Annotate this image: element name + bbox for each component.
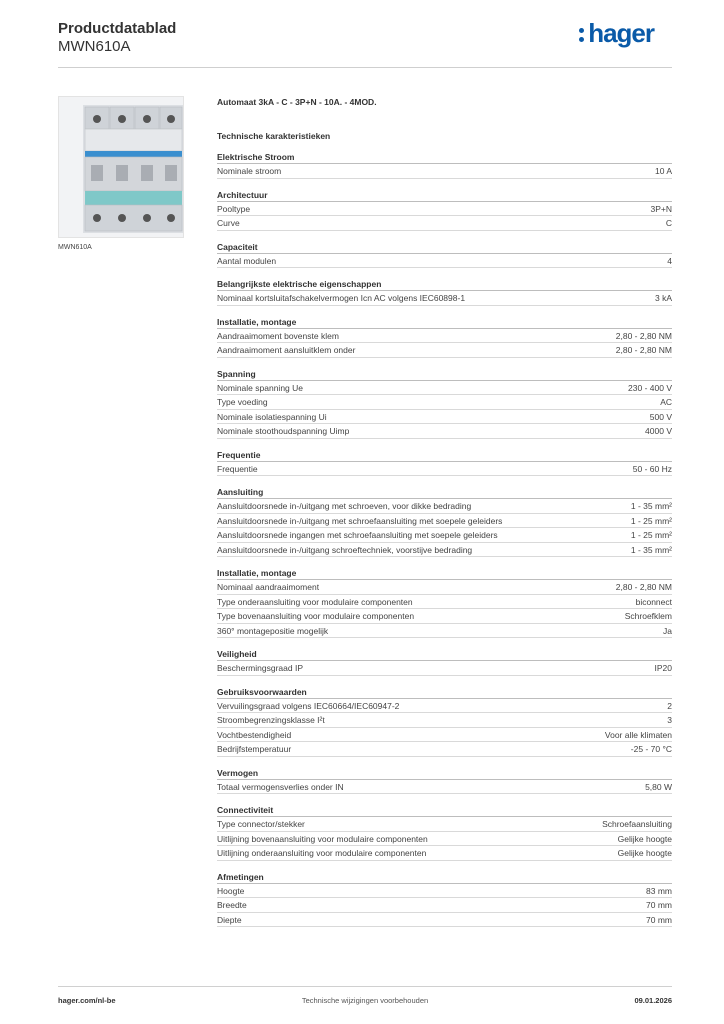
spec-value: 230 - 400 V xyxy=(628,382,672,393)
section-title: Connectiviteit xyxy=(217,804,672,817)
spec-section xyxy=(217,449,672,477)
spec-value: 4000 V xyxy=(645,426,672,436)
spec-value: 1 - 25 mm² xyxy=(630,530,672,540)
spec-value: 2,80 - 2,80 NM xyxy=(615,582,672,592)
spec-row xyxy=(217,624,672,639)
spec-row xyxy=(217,202,672,217)
spec-row xyxy=(217,713,672,728)
spec-sections xyxy=(217,151,672,927)
spec-value: 10 A xyxy=(654,166,672,176)
spec-value: Ja xyxy=(663,625,672,636)
spec-value: 3 kA xyxy=(654,293,672,303)
spec-row xyxy=(217,164,672,179)
spec-value: Voor alle klimaten xyxy=(604,729,672,740)
spec-section xyxy=(217,567,672,638)
spec-row xyxy=(217,291,672,306)
spec-value: C xyxy=(665,218,672,228)
logo-text: hager xyxy=(588,18,654,48)
spec-row xyxy=(217,395,672,410)
spec-section xyxy=(217,871,672,928)
spec-label: Uitlijning onderaansluiting voor modulaire componenten xyxy=(217,848,427,858)
spec-label: Type voeding xyxy=(217,397,268,407)
spec-label: Nominale stoothoudspanning Uimp xyxy=(217,426,350,436)
spec-label: Stroombegrenzingsklasse I²t xyxy=(217,715,325,725)
spec-row xyxy=(217,609,672,624)
spec-section xyxy=(217,189,672,231)
spec-label: Beschermingsgraad IP xyxy=(217,663,303,673)
spec-value: 5,80 W xyxy=(645,781,672,792)
spec-row xyxy=(217,216,672,231)
footer-website: hager.com/nl-be xyxy=(58,996,116,1005)
spec-value: 70 mm xyxy=(646,914,672,925)
spec-label: Nominaal kortsluitafschakelvermogen Icn AC volgens IEC60898-1 xyxy=(217,293,466,303)
spec-section xyxy=(217,368,672,439)
spec-label: Aansluitdoorsnede ingangen met schroefaansluiting met soepele geleiders xyxy=(217,530,498,540)
spec-row xyxy=(217,514,672,529)
spec-row xyxy=(217,462,672,477)
spec-section xyxy=(217,316,672,358)
spec-row xyxy=(217,780,672,795)
spec-label: Frequentie xyxy=(217,463,258,474)
circuit-breaker-image xyxy=(59,97,183,237)
spec-row xyxy=(217,343,672,358)
spec-value: IP20 xyxy=(654,663,672,673)
footer-disclaimer: Technische wijzigingen voorbehouden xyxy=(301,996,429,1005)
spec-value: Gelijke hoogte xyxy=(617,848,672,858)
spec-label: Pooltype xyxy=(217,203,251,214)
section-title: Veiligheid xyxy=(217,648,672,661)
spec-row xyxy=(217,661,672,676)
spec-label: Nominaal aandraaimoment xyxy=(217,582,320,592)
spec-row xyxy=(217,254,672,269)
logo-dots-icon xyxy=(578,24,586,44)
page-footer xyxy=(58,996,672,1010)
spec-section xyxy=(217,767,672,795)
section-title: Elektrische Stroom xyxy=(217,151,672,164)
section-title: Capaciteit xyxy=(217,241,672,254)
section-title: Vermogen xyxy=(217,767,672,780)
spec-label: Nominale isolatiespanning Ui xyxy=(217,411,327,422)
spec-value: 83 mm xyxy=(646,885,672,896)
footer-date: 09.01.2026 xyxy=(634,996,672,1005)
spec-row xyxy=(217,410,672,425)
footer-divider xyxy=(58,986,672,987)
spec-row xyxy=(217,381,672,396)
section-title: Frequentie xyxy=(217,449,672,462)
product-code: MWN610A xyxy=(58,38,131,55)
spec-label: Type connector/stekker xyxy=(217,819,305,829)
page-header xyxy=(58,20,670,68)
spec-label: Uitlijning bovenaansluiting voor modulaire componenten xyxy=(217,833,428,844)
spec-label: Vervuilingsgraad volgens IEC60664/IEC60947-2 xyxy=(217,700,400,711)
spec-label: Aansluitdoorsnede in-/uitgang met schroeven, voor dikke bedrading xyxy=(217,501,472,511)
spec-value: Schroefklem xyxy=(624,611,672,621)
spec-content xyxy=(217,96,672,937)
spec-section xyxy=(217,241,672,269)
spec-label: Diepte xyxy=(217,914,242,925)
technical-characteristics-heading: Technische karakteristieken xyxy=(217,131,331,141)
spec-row xyxy=(217,832,672,847)
spec-label: Hoogte xyxy=(217,885,245,896)
spec-value: biconnect xyxy=(635,596,672,607)
spec-value: 3 xyxy=(667,715,672,725)
hager-logo xyxy=(578,20,654,46)
spec-row xyxy=(217,424,672,439)
spec-row xyxy=(217,846,672,861)
spec-row xyxy=(217,884,672,899)
spec-label: Aantal modulen xyxy=(217,255,277,266)
spec-row xyxy=(217,499,672,514)
spec-value: 1 - 35 mm² xyxy=(630,544,672,555)
spec-label: Aandraaimoment bovenste klem xyxy=(217,330,339,341)
spec-label: Bedrijfstemperatuur xyxy=(217,744,292,754)
spec-value: 2,80 - 2,80 NM xyxy=(615,345,672,355)
header-divider xyxy=(58,67,672,68)
spec-label: Curve xyxy=(217,218,240,228)
spec-label: Breedte xyxy=(217,900,247,910)
spec-label: Aansluitdoorsnede in-/uitgang met schroefaansluiting met soepele geleiders xyxy=(217,515,503,526)
spec-section xyxy=(217,686,672,757)
spec-value: 2 xyxy=(667,700,672,711)
spec-value: Gelijke hoogte xyxy=(617,833,672,844)
spec-row xyxy=(217,742,672,757)
spec-value: 50 - 60 Hz xyxy=(632,463,672,474)
spec-value: Schroefaansluiting xyxy=(602,819,672,829)
spec-label: Nominale stroom xyxy=(217,166,282,176)
spec-row xyxy=(217,699,672,714)
spec-value: 1 - 25 mm² xyxy=(630,515,672,526)
image-caption: MWN610A xyxy=(58,244,92,251)
spec-section xyxy=(217,486,672,557)
section-title: Aansluiting xyxy=(217,486,672,499)
spec-row xyxy=(217,913,672,928)
spec-section xyxy=(217,151,672,179)
spec-row xyxy=(217,595,672,610)
spec-row xyxy=(217,898,672,913)
section-title: Belangrijkste elektrische eigenschappen xyxy=(217,278,672,291)
spec-label: Totaal vermogensverlies onder IN xyxy=(217,781,344,792)
spec-row xyxy=(217,580,672,595)
section-title: Installatie, montage xyxy=(217,567,672,580)
spec-label: Vochtbestendigheid xyxy=(217,729,292,740)
section-title: Architectuur xyxy=(217,189,672,202)
section-title: Installatie, montage xyxy=(217,316,672,329)
spec-value: 2,80 - 2,80 NM xyxy=(615,330,672,341)
spec-label: Aansluitdoorsnede in-/uitgang schroeftechniek, voorstijve bedrading xyxy=(217,544,473,555)
spec-label: Aandraaimoment aansluitklem onder xyxy=(217,345,356,355)
spec-row xyxy=(217,817,672,832)
spec-value: 3P+N xyxy=(650,203,672,214)
spec-label: Type bovenaansluiting voor modulaire componenten xyxy=(217,611,415,621)
spec-label: 360° montagepositie mogelijk xyxy=(217,625,329,636)
spec-row xyxy=(217,329,672,344)
section-title: Gebruiksvoorwaarden xyxy=(217,686,672,699)
spec-row xyxy=(217,728,672,743)
spec-row xyxy=(217,528,672,543)
spec-row xyxy=(217,543,672,558)
spec-label: Nominale spanning Ue xyxy=(217,382,303,393)
spec-section xyxy=(217,804,672,861)
section-title: Afmetingen xyxy=(217,871,672,884)
spec-value: -25 - 70 °C xyxy=(630,744,672,754)
spec-value: AC xyxy=(660,397,672,407)
spec-value: 4 xyxy=(667,255,672,266)
page-title: Productdatablad xyxy=(58,20,177,37)
spec-label: Type onderaansluiting voor modulaire componenten xyxy=(217,596,413,607)
product-description: Automaat 3kA - C - 3P+N - 10A. - 4MOD. xyxy=(217,97,377,107)
spec-value: 1 - 35 mm² xyxy=(630,501,672,511)
spec-section xyxy=(217,648,672,676)
product-image xyxy=(58,96,184,238)
section-title: Spanning xyxy=(217,368,672,381)
spec-value: 500 V xyxy=(649,411,672,422)
spec-section xyxy=(217,278,672,306)
spec-value: 70 mm xyxy=(646,900,672,910)
